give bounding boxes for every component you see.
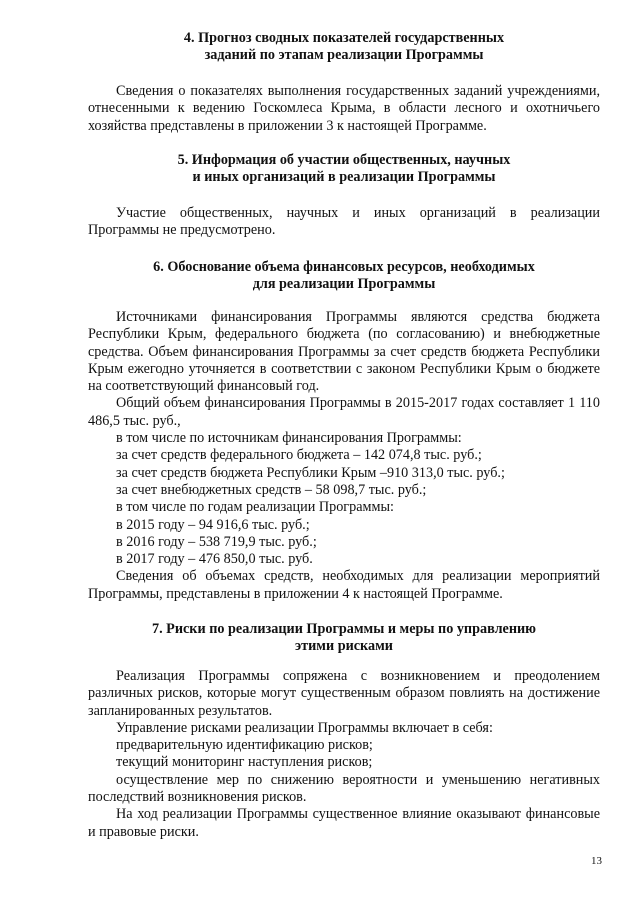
section-4-heading-line-1: 4. Прогноз сводных показателей государственных (183, 30, 505, 46)
section-6-paragraph-annex: Сведения об объемах средств, необходимых для реализации мероприятий Программы, представлены в приложении 4 к настоящей Программе. (88, 568, 600, 602)
section-5-heading-line-2: и иных организаций в реализации Программы (192, 169, 496, 185)
section-7-heading-line-2: этими рисками (295, 638, 393, 654)
section-5-heading-line-1: 5. Информация об участии общественных, научных (177, 152, 511, 168)
section-6-list-item: за счет внебюджетных средств – 58 098,7 тыс. руб.; (116, 481, 427, 498)
section-4-body (88, 83, 600, 135)
section-6-list-item: в 2016 году – 538 719,9 тыс. руб.; (116, 533, 317, 550)
section-5-paragraph: Участие общественных, научных и иных организаций в реализации Программы не предусмотрено. (88, 205, 600, 239)
section-7-paragraph-measures: осуществление мер по снижению вероятности и уменьшению негативных последствий возникновения рисков. (88, 771, 600, 806)
section-6-list-item: в 2017 году – 476 850,0 тыс. руб. (116, 551, 313, 568)
section-7-heading-line-1: 7. Риски по реализации Программы и меры по управлению (151, 621, 537, 637)
section-7 (88, 621, 600, 655)
section-6-list-item: в том числе по источникам финансирования Программы: (116, 430, 462, 447)
section-7-list-item: текущий мониторинг наступления рисков; (116, 754, 373, 771)
section-7-body (88, 668, 600, 841)
section-6-list-item: за счет средств бюджета Республики Крым –910 313,0 тыс. руб.; (116, 464, 505, 481)
section-6-heading-line-1: 6. Обоснование объема финансовых ресурсов, необходимых (153, 259, 535, 275)
section-7-paragraph-risks: Реализация Программы сопряжена с возникновением и преодолением различных рисков, которые могут существенным образом повлиять на достижение запланированных результатов. (88, 668, 600, 719)
section-6 (88, 259, 600, 293)
section-5 (88, 152, 600, 186)
section-4-heading-line-2: заданий по этапам реализации Программы (204, 47, 484, 63)
section-6-list-item: за счет средств федерального бюджета – 142 074,8 тыс. руб.; (116, 447, 482, 464)
section-7-paragraph-influence: На ход реализации Программы существенное влияние оказывают финансовые и правовые риски. (88, 806, 600, 840)
section-7-list-item: предварительную идентификацию рисков; (116, 737, 373, 754)
section-4 (88, 30, 600, 64)
section-5-body (88, 205, 600, 240)
section-6-paragraph-total: Общий объем финансирования Программы в 2015-2017 годах составляет 1 110 486,5 тыс. руб., (88, 395, 600, 429)
section-6-paragraph-sources: Источниками финансирования Программы являются средства бюджета Республики Крым, федерального бюджета (по согласованию) и внебюджетные средства. Объем финансирования Программы за счет средств бюджета Республики Крым ежегодно уточняется в соответствии с законом Республики Крым о бюджете на соответствующий финансовый год. (88, 309, 600, 395)
section-4-paragraph: Сведения о показателях выполнения государственных заданий учреждениями, отнесенными к ведению Госкомлеса Крыма, в области лесного и охотничьего хозяйства представлены в приложении 3 к настоящей Программе. (88, 83, 600, 134)
section-6-list-item: в том числе по годам реализации Программы: (116, 499, 394, 516)
section-6-heading-line-2: для реализации Программы (252, 276, 436, 292)
section-6-body (88, 309, 600, 603)
page-number: 13 (591, 855, 602, 867)
section-7-list-item: Управление рисками реализации Программы включает в себя: (116, 719, 493, 736)
section-6-list-item: в 2015 году – 94 916,6 тыс. руб.; (116, 516, 310, 533)
